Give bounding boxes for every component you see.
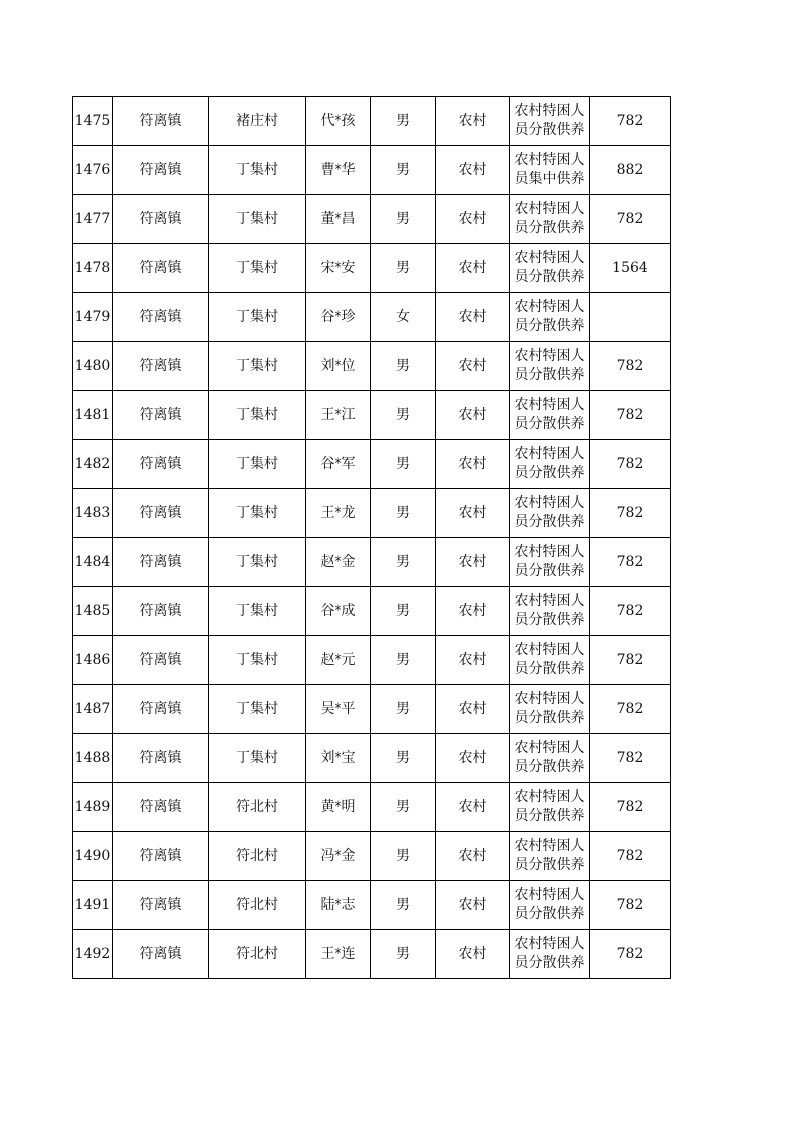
- village-cell: 丁集村: [209, 195, 306, 244]
- village-cell: 丁集村: [209, 587, 306, 636]
- town-cell: 符离镇: [113, 342, 209, 391]
- support-type-line: 农村特困人: [514, 740, 585, 756]
- town-cell: 符离镇: [113, 391, 209, 440]
- town-cell: 符离镇: [113, 489, 209, 538]
- table-row: [73, 195, 671, 244]
- table-row: [73, 293, 671, 342]
- household-type-cell: 农村: [436, 930, 510, 979]
- table-row: [73, 538, 671, 587]
- record-number-cell: 1489: [73, 783, 113, 832]
- person-name-cell: 董*昌: [306, 195, 371, 244]
- person-name-cell: 刘*宝: [306, 734, 371, 783]
- gender-cell: 男: [371, 391, 436, 440]
- support-type-line: 员分散供养: [514, 906, 585, 922]
- town-cell: 符离镇: [113, 97, 209, 146]
- village-cell: 符北村: [209, 832, 306, 881]
- table-row: [73, 636, 671, 685]
- gender-cell: 男: [371, 832, 436, 881]
- amount-cell: 782: [590, 587, 671, 636]
- household-type-cell: 农村: [436, 391, 510, 440]
- support-type-line: 农村特困人: [514, 103, 585, 119]
- gender-cell: 男: [371, 440, 436, 489]
- support-type-line: 农村特困人: [514, 250, 585, 266]
- amount-cell: 782: [590, 636, 671, 685]
- support-type-line: 农村特困人: [514, 642, 585, 658]
- table-row: [73, 440, 671, 489]
- village-cell: 丁集村: [209, 636, 306, 685]
- village-cell: 丁集村: [209, 391, 306, 440]
- support-type-line: 员分散供养: [514, 416, 585, 432]
- support-type-line: 农村特困人: [514, 348, 585, 364]
- household-type-cell: 农村: [436, 832, 510, 881]
- support-type-cell: [510, 881, 590, 930]
- person-name-cell: 宋*安: [306, 244, 371, 293]
- support-type-cell: [510, 146, 590, 195]
- person-name-cell: 王*连: [306, 930, 371, 979]
- relief-roster-table: [72, 96, 671, 979]
- person-name-cell: 吴*平: [306, 685, 371, 734]
- support-type-cell: [510, 538, 590, 587]
- amount-cell: 1564: [590, 244, 671, 293]
- person-name-cell: 黄*明: [306, 783, 371, 832]
- town-cell: 符离镇: [113, 587, 209, 636]
- gender-cell: 男: [371, 881, 436, 930]
- person-name-cell: 谷*成: [306, 587, 371, 636]
- support-type-cell: [510, 97, 590, 146]
- table-row: [73, 97, 671, 146]
- amount-cell: 782: [590, 783, 671, 832]
- support-type-line: 员分散供养: [514, 612, 585, 628]
- town-cell: 符离镇: [113, 538, 209, 587]
- amount-cell: 782: [590, 97, 671, 146]
- support-type-line: 员分散供养: [514, 514, 585, 530]
- gender-cell: 男: [371, 783, 436, 832]
- amount-cell: 782: [590, 832, 671, 881]
- gender-cell: 男: [371, 489, 436, 538]
- town-cell: 符离镇: [113, 685, 209, 734]
- household-type-cell: 农村: [436, 440, 510, 489]
- household-type-cell: 农村: [436, 97, 510, 146]
- household-type-cell: 农村: [436, 734, 510, 783]
- person-name-cell: 赵*元: [306, 636, 371, 685]
- amount-cell: 882: [590, 146, 671, 195]
- record-number-cell: 1491: [73, 881, 113, 930]
- household-type-cell: 农村: [436, 685, 510, 734]
- household-type-cell: 农村: [436, 195, 510, 244]
- village-cell: 符北村: [209, 881, 306, 930]
- gender-cell: 男: [371, 685, 436, 734]
- gender-cell: 男: [371, 636, 436, 685]
- record-number-cell: 1478: [73, 244, 113, 293]
- record-number-cell: 1486: [73, 636, 113, 685]
- record-number-cell: 1480: [73, 342, 113, 391]
- household-type-cell: 农村: [436, 636, 510, 685]
- support-type-line: 员分散供养: [514, 710, 585, 726]
- table-row: [73, 342, 671, 391]
- record-number-cell: 1487: [73, 685, 113, 734]
- village-cell: 褚庄村: [209, 97, 306, 146]
- support-type-line: 农村特困人: [514, 789, 585, 805]
- support-type-line: 员分散供养: [514, 465, 585, 481]
- town-cell: 符离镇: [113, 293, 209, 342]
- support-type-cell: [510, 783, 590, 832]
- table-row: [73, 832, 671, 881]
- amount-cell: 782: [590, 342, 671, 391]
- support-type-line: 员分散供养: [514, 857, 585, 873]
- support-type-line: 员集中供养: [514, 171, 585, 187]
- household-type-cell: 农村: [436, 881, 510, 930]
- support-type-cell: [510, 734, 590, 783]
- table-row: [73, 930, 671, 979]
- support-type-line: 农村特困人: [514, 838, 585, 854]
- record-number-cell: 1484: [73, 538, 113, 587]
- household-type-cell: 农村: [436, 293, 510, 342]
- support-type-line: 农村特困人: [514, 397, 585, 413]
- town-cell: 符离镇: [113, 146, 209, 195]
- village-cell: 丁集村: [209, 734, 306, 783]
- support-type-line: 农村特困人: [514, 299, 585, 315]
- town-cell: 符离镇: [113, 195, 209, 244]
- support-type-cell: [510, 391, 590, 440]
- village-cell: 丁集村: [209, 342, 306, 391]
- person-name-cell: 谷*珍: [306, 293, 371, 342]
- support-type-cell: [510, 685, 590, 734]
- support-type-cell: [510, 342, 590, 391]
- support-type-line: 员分散供养: [514, 269, 585, 285]
- person-name-cell: 王*龙: [306, 489, 371, 538]
- support-type-line: 员分散供养: [514, 661, 585, 677]
- village-cell: 丁集村: [209, 293, 306, 342]
- amount-cell: 782: [590, 881, 671, 930]
- amount-cell: 782: [590, 440, 671, 489]
- support-type-cell: [510, 832, 590, 881]
- table-row: [73, 685, 671, 734]
- amount-cell: 782: [590, 734, 671, 783]
- support-type-line: 员分散供养: [514, 808, 585, 824]
- person-name-cell: 冯*金: [306, 832, 371, 881]
- person-name-cell: 陆*志: [306, 881, 371, 930]
- table-row: [73, 783, 671, 832]
- record-number-cell: 1479: [73, 293, 113, 342]
- person-name-cell: 代*孩: [306, 97, 371, 146]
- gender-cell: 男: [371, 195, 436, 244]
- town-cell: 符离镇: [113, 734, 209, 783]
- support-type-line: 农村特困人: [514, 691, 585, 707]
- table-row: [73, 391, 671, 440]
- record-number-cell: 1477: [73, 195, 113, 244]
- town-cell: 符离镇: [113, 244, 209, 293]
- village-cell: 丁集村: [209, 538, 306, 587]
- village-cell: 丁集村: [209, 685, 306, 734]
- table-row: [73, 146, 671, 195]
- gender-cell: 男: [371, 342, 436, 391]
- gender-cell: 男: [371, 587, 436, 636]
- village-cell: 丁集村: [209, 489, 306, 538]
- town-cell: 符离镇: [113, 881, 209, 930]
- household-type-cell: 农村: [436, 538, 510, 587]
- record-number-cell: 1476: [73, 146, 113, 195]
- support-type-cell: [510, 440, 590, 489]
- person-name-cell: 王*江: [306, 391, 371, 440]
- amount-cell: 782: [590, 489, 671, 538]
- record-number-cell: 1485: [73, 587, 113, 636]
- table-row: [73, 587, 671, 636]
- record-number-cell: 1490: [73, 832, 113, 881]
- gender-cell: 女: [371, 293, 436, 342]
- town-cell: 符离镇: [113, 636, 209, 685]
- household-type-cell: 农村: [436, 244, 510, 293]
- support-type-line: 农村特困人: [514, 544, 585, 560]
- table-row: [73, 244, 671, 293]
- town-cell: 符离镇: [113, 783, 209, 832]
- support-type-line: 农村特困人: [514, 936, 585, 952]
- record-number-cell: 1481: [73, 391, 113, 440]
- support-type-line: 农村特困人: [514, 152, 585, 168]
- table-row: [73, 489, 671, 538]
- support-type-cell: [510, 195, 590, 244]
- gender-cell: 男: [371, 734, 436, 783]
- amount-cell: 782: [590, 195, 671, 244]
- household-type-cell: 农村: [436, 783, 510, 832]
- support-type-line: 农村特困人: [514, 446, 585, 462]
- support-type-line: 员分散供养: [514, 367, 585, 383]
- household-type-cell: 农村: [436, 587, 510, 636]
- support-type-cell: [510, 930, 590, 979]
- record-number-cell: 1483: [73, 489, 113, 538]
- person-name-cell: 赵*金: [306, 538, 371, 587]
- support-type-cell: [510, 489, 590, 538]
- support-type-line: 农村特困人: [514, 201, 585, 217]
- support-type-line: 员分散供养: [514, 122, 585, 138]
- person-name-cell: 曹*华: [306, 146, 371, 195]
- table-row: [73, 734, 671, 783]
- table-row: [73, 881, 671, 930]
- support-type-line: 农村特困人: [514, 887, 585, 903]
- amount-cell: 782: [590, 930, 671, 979]
- support-type-line: 员分散供养: [514, 759, 585, 775]
- village-cell: 丁集村: [209, 244, 306, 293]
- village-cell: 符北村: [209, 783, 306, 832]
- support-type-cell: [510, 244, 590, 293]
- support-type-line: 员分散供养: [514, 220, 585, 236]
- table-body: [73, 97, 671, 979]
- record-number-cell: 1488: [73, 734, 113, 783]
- village-cell: 符北村: [209, 930, 306, 979]
- person-name-cell: 谷*军: [306, 440, 371, 489]
- record-number-cell: 1482: [73, 440, 113, 489]
- record-number-cell: 1475: [73, 97, 113, 146]
- gender-cell: 男: [371, 538, 436, 587]
- gender-cell: 男: [371, 146, 436, 195]
- amount-cell: [590, 293, 671, 342]
- gender-cell: 男: [371, 97, 436, 146]
- town-cell: 符离镇: [113, 440, 209, 489]
- support-type-line: 员分散供养: [514, 563, 585, 579]
- town-cell: 符离镇: [113, 930, 209, 979]
- household-type-cell: 农村: [436, 146, 510, 195]
- support-type-line: 员分散供养: [514, 955, 585, 971]
- amount-cell: 782: [590, 685, 671, 734]
- household-type-cell: 农村: [436, 489, 510, 538]
- amount-cell: 782: [590, 538, 671, 587]
- village-cell: 丁集村: [209, 146, 306, 195]
- village-cell: 丁集村: [209, 440, 306, 489]
- support-type-line: 员分散供养: [514, 318, 585, 334]
- support-type-cell: [510, 636, 590, 685]
- support-type-line: 农村特困人: [514, 593, 585, 609]
- gender-cell: 男: [371, 930, 436, 979]
- person-name-cell: 刘*位: [306, 342, 371, 391]
- household-type-cell: 农村: [436, 342, 510, 391]
- amount-cell: 782: [590, 391, 671, 440]
- record-number-cell: 1492: [73, 930, 113, 979]
- gender-cell: 男: [371, 244, 436, 293]
- support-type-cell: [510, 293, 590, 342]
- town-cell: 符离镇: [113, 832, 209, 881]
- support-type-line: 农村特困人: [514, 495, 585, 511]
- support-type-cell: [510, 587, 590, 636]
